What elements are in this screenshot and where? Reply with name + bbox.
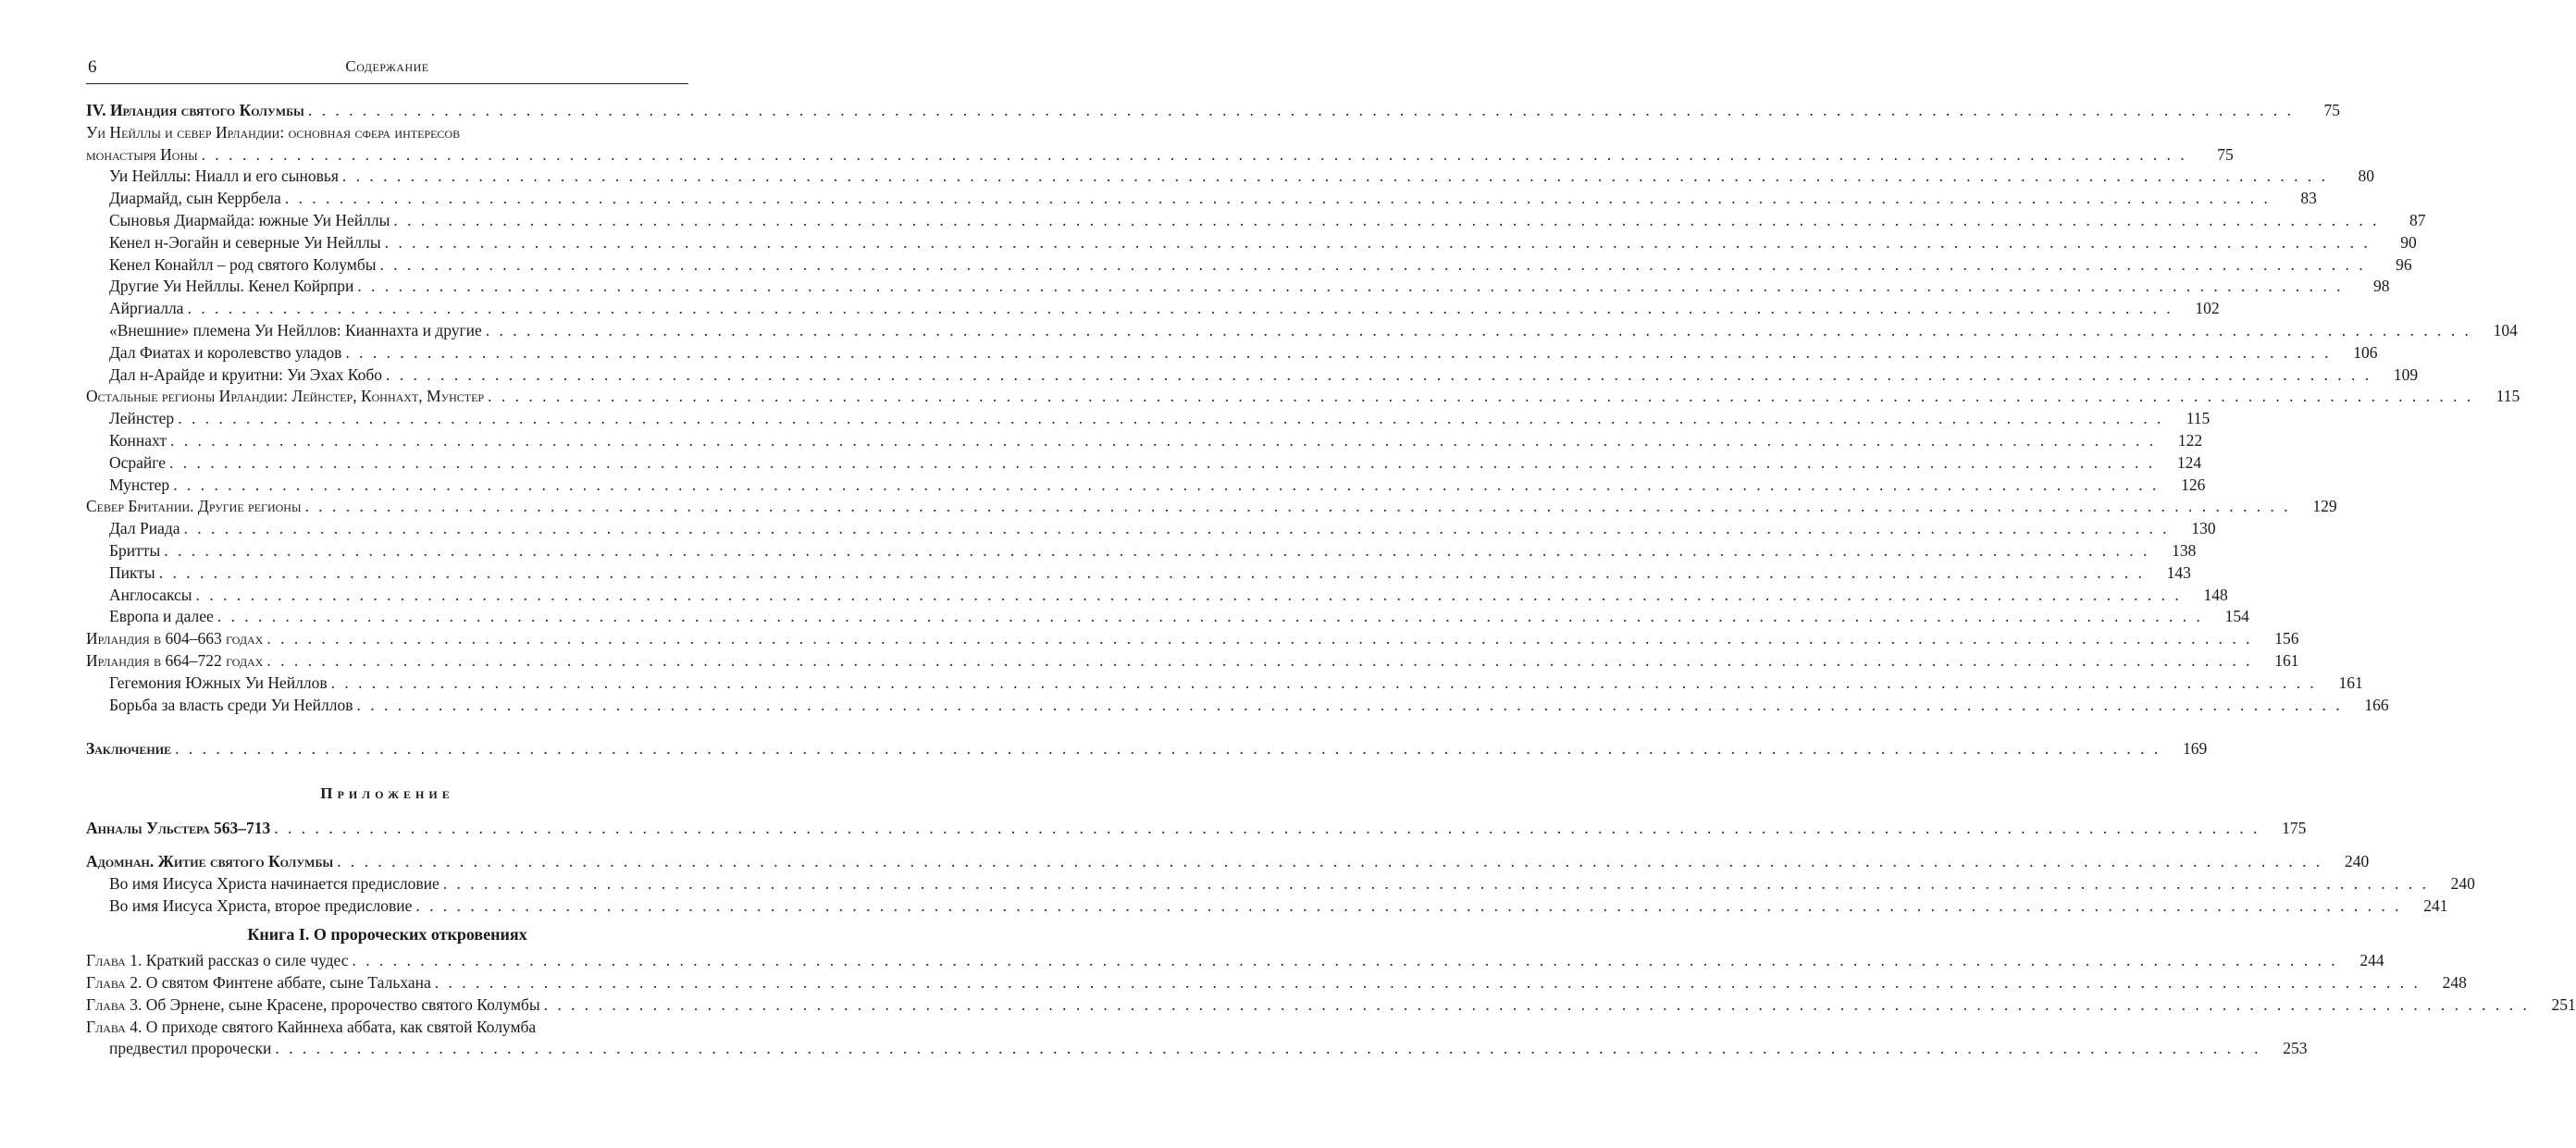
leader-dots: [198, 144, 2187, 167]
toc-entry[interactable]: [86, 695, 2389, 717]
toc-entry-page: 106: [2353, 342, 2378, 362]
toc-entry-page: 156: [2274, 629, 2299, 648]
leader-dots: [270, 818, 2260, 840]
toc-entry-page: 248: [2442, 973, 2467, 993]
toc-entry[interactable]: [86, 430, 2203, 452]
toc-entry-page: 161: [2274, 650, 2299, 670]
toc-entry-page: 169: [2182, 739, 2208, 759]
toc-entry-title: Англосаксы: [109, 585, 192, 604]
toc-entry-page: 240: [2450, 873, 2475, 893]
toc-entry-title: Остальные регионы Ирландии: Лейнстер, Коннахт, Мунстер: [86, 387, 485, 406]
toc-entry-title: Пикты: [109, 562, 155, 582]
toc-entry[interactable]: [86, 518, 2216, 540]
leader-dots: [271, 1038, 2260, 1060]
toc-entry-page: 138: [2172, 540, 2197, 560]
chapter-label: Глава 2.: [86, 973, 142, 993]
toc-entry-page: 96: [2396, 254, 2412, 274]
toc-entry-title: Сыновья Диармайда: южные Уи Нейллы: [109, 210, 390, 229]
toc-entry-title: Кенел Конайлл – род святого Колумбы: [109, 254, 377, 274]
toc-entry[interactable]: [86, 298, 2220, 320]
toc-entry-page: 166: [2364, 695, 2389, 714]
toc-entry-title: Анналы Ульстера 563–713: [86, 819, 271, 838]
appendix-entry-annals[interactable]: [86, 818, 2307, 840]
toc-entry-page: 83: [2300, 189, 2317, 208]
toc-entry[interactable]: [86, 452, 2202, 475]
toc-entry-page: 129: [2312, 497, 2337, 516]
chapter-label: Глава 4.: [86, 1017, 142, 1036]
leader-dots: [390, 210, 2379, 232]
leader-dots: [377, 254, 2366, 277]
toc-entry[interactable]: [86, 895, 2448, 918]
toc-entry-page: 126: [2181, 475, 2206, 494]
toc-entry-title: Осрайге: [109, 452, 167, 472]
toc-entry-title: Ирландия в 664–722 годах: [86, 650, 264, 670]
leader-dots: [169, 475, 2159, 497]
book-heading: Книга I. О пророческих откровениях: [247, 925, 527, 944]
toc-entry-title: Европа и далее: [109, 607, 214, 626]
leader-dots: [180, 518, 2170, 540]
toc-entry-page: 75: [2217, 144, 2234, 164]
toc-entry-title: Борьба за власть среди Уи Нейллов: [109, 695, 353, 714]
toc-entry-section[interactable]: [86, 144, 2234, 167]
chapter-title: Об Эрнене, сыне Красене, пророчество святого Колумбы: [145, 994, 540, 1014]
toc-entry[interactable]: [86, 188, 2317, 210]
toc-entry-page: 102: [2195, 299, 2220, 318]
toc-entry-title: Во имя Иисуса Христа начинается предисловие: [109, 873, 440, 893]
leader-dots: [328, 673, 2317, 695]
chapter-title: Краткий рассказ о силе чудес: [145, 951, 349, 970]
leader-dots: [353, 695, 2342, 717]
page-number: 6: [88, 57, 97, 77]
toc-entry[interactable]: [86, 320, 2518, 342]
leader-dots: [484, 386, 2473, 408]
toc-entry-page: 98: [2373, 277, 2390, 296]
leader-dots: [301, 496, 2290, 518]
toc-entry-title: Айргиалла: [109, 299, 184, 318]
toc-entry-page: 143: [2166, 562, 2191, 582]
leader-dots: [381, 232, 2371, 254]
leader-dots: [304, 100, 2294, 122]
toc-entry-page: 130: [2191, 519, 2216, 538]
spacer: [86, 807, 688, 818]
toc-entry-page: 253: [2283, 1039, 2308, 1058]
chapter-entry[interactable]: [86, 950, 2384, 972]
spacer: [86, 716, 688, 738]
chapter-title: О святом Финтене аббате, сыне Тальхана: [145, 973, 431, 993]
leader-dots: [540, 994, 2530, 1017]
leader-dots: [263, 650, 2252, 673]
leader-dots: [167, 430, 2156, 452]
toc-entry-page: 124: [2176, 452, 2202, 472]
toc-entry-title-line2: монастыря Ионы: [86, 144, 198, 164]
toc-entry-title: Дал Фиатах и королевство уладов: [109, 342, 342, 362]
toc-entry-page: 75: [2323, 101, 2340, 119]
chapter-entry[interactable]: [86, 972, 2467, 994]
toc-entry[interactable]: [86, 232, 2417, 254]
toc-entry-page: 175: [2282, 819, 2307, 838]
toc-entry-title: Коннахт: [109, 430, 167, 450]
toc-entry[interactable]: [86, 606, 2249, 628]
toc-entry-page: 244: [2359, 951, 2384, 970]
leader-dots: [431, 972, 2421, 994]
toc-entry[interactable]: [86, 475, 2206, 497]
toc-entry-page: 154: [2224, 607, 2249, 626]
toc-entry-title: Север Британии. Другие регионы: [86, 497, 302, 516]
toc-entry-page: 122: [2177, 430, 2203, 450]
leader-dots: [440, 873, 2429, 895]
toc-entry-section[interactable]: [86, 386, 2520, 408]
toc-entry-section[interactable]: [86, 650, 2299, 673]
spacer: [86, 760, 688, 772]
toc-entry-page: 161: [2338, 673, 2363, 692]
leader-dots: [155, 562, 2145, 585]
toc-entry-page: 251: [2551, 994, 2576, 1014]
toc-entry-page: 241: [2423, 895, 2448, 915]
appendix-entry-vita[interactable]: [86, 851, 2370, 873]
spacer: [86, 840, 688, 851]
toc-entry-section[interactable]: [86, 628, 2299, 650]
toc-entry-title: Адомнан. Житие святого Колумбы: [86, 851, 334, 870]
toc-entry[interactable]: [86, 673, 2363, 695]
toc-entry-title: «Внешние» племена Уи Нейллов: Кианнахта и другие: [109, 320, 482, 339]
toc-entry-title-line1[interactable]: Уи Нейллы и север Ирландии: основная сфера интересов: [86, 122, 461, 142]
toc-entry-title: Дал н-Арайде и круитни: Уи Эхах Кобо: [109, 364, 382, 384]
appendix-heading: Приложение: [320, 784, 454, 803]
toc-entry-title: Уи Нейллы: Ниалл и его сыновья: [109, 167, 339, 186]
chapter-label: Глава 3.: [86, 994, 142, 1014]
toc-entry[interactable]: [86, 585, 2228, 607]
toc-entry-title: IV. Ирландия святого Колумбы: [86, 101, 304, 119]
chapter-entry-line2[interactable]: [86, 1038, 2308, 1060]
toc-entry-page: 90: [2400, 232, 2417, 252]
table-of-contents: [86, 100, 2576, 1060]
toc-entry-title: Кенел н-Эогайн и северные Уи Нейллы: [109, 232, 381, 252]
toc-entry-title: Во имя Иисуса Христа, второе предисловие: [109, 895, 413, 915]
leader-dots: [339, 166, 2328, 188]
toc-entry-page: 240: [2345, 851, 2370, 870]
toc-entry-page: 115: [2496, 387, 2520, 406]
chapter-entry-title: [86, 994, 540, 1017]
leader-dots: [214, 606, 2203, 628]
toc-entry-title: Гегемония Южных Уи Нейллов: [109, 673, 328, 692]
toc-entry[interactable]: [86, 873, 2475, 895]
leader-dots: [281, 188, 2271, 210]
chapter-entry-title: [86, 972, 431, 994]
toc-entry-page: 109: [2393, 364, 2419, 384]
running-header: [86, 54, 688, 84]
leader-dots: [349, 950, 2338, 972]
toc-entry[interactable]: [86, 408, 2211, 430]
chapter-title: предвестил пророчески: [109, 1039, 272, 1058]
toc-entry-title: Ирландия в 604–663 годах: [86, 629, 264, 648]
toc-entry-page: 87: [2409, 210, 2426, 229]
toc-entry-title: Бритты: [109, 540, 161, 560]
chapter-label: Глава 1.: [86, 951, 142, 970]
leader-dots: [482, 320, 2471, 342]
toc-entry-page: 115: [2186, 409, 2211, 428]
leader-dots: [183, 298, 2173, 320]
toc-entry-title: Другие Уи Нейллы. Кенел Койрпри: [109, 277, 354, 296]
toc-entry[interactable]: [86, 540, 2197, 562]
toc-entry-page: 148: [2203, 585, 2228, 604]
toc-entry-title: Заключение: [86, 739, 172, 759]
leader-dots: [160, 540, 2149, 562]
leader-dots: [192, 585, 2182, 607]
chapter-entry[interactable]: [86, 994, 2576, 1017]
leader-dots: [174, 408, 2163, 430]
chapter-entry-title: [86, 950, 349, 972]
toc-entry-title: Диармайд, сын Керрбела: [109, 189, 281, 208]
leader-dots: [166, 452, 2155, 475]
leader-dots: [171, 738, 2161, 760]
toc-entry-page: 104: [2493, 320, 2518, 339]
toc-entry-section[interactable]: [86, 496, 2337, 518]
toc-entry-title: Лейнстер: [109, 409, 175, 428]
toc-entry[interactable]: [86, 166, 2375, 188]
chapter-entry-line1[interactable]: [86, 1017, 688, 1039]
toc-entry-chapter-4[interactable]: [86, 100, 2340, 122]
toc-entry[interactable]: [86, 342, 2378, 364]
toc-entry[interactable]: [86, 562, 2191, 585]
toc-entry-title: Дал Риада: [109, 519, 180, 538]
leader-dots: [382, 364, 2372, 387]
leader-dots: [341, 342, 2331, 364]
toc-entry[interactable]: [86, 254, 2412, 277]
toc-entry[interactable]: [86, 276, 2390, 298]
running-title: Содержание: [345, 57, 429, 75]
leader-dots: [263, 628, 2252, 650]
toc-entry[interactable]: [86, 210, 2426, 232]
toc-entry-conclusion[interactable]: [86, 738, 2208, 760]
toc-entry-page: 80: [2358, 167, 2375, 186]
toc-entry[interactable]: [86, 364, 2419, 387]
leader-dots: [353, 276, 2343, 298]
leader-dots: [333, 851, 2322, 873]
toc-entry-title: Мунстер: [109, 475, 170, 494]
leader-dots: [412, 895, 2401, 918]
chapter-title: О приходе святого Кайннеха аббата, как святой Колумба: [145, 1017, 537, 1036]
